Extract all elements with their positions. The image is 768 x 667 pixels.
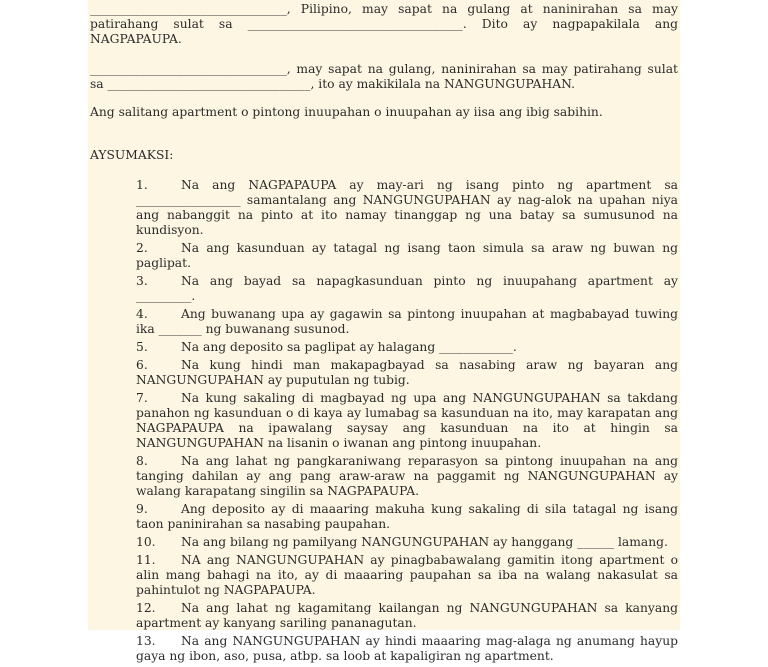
item-text: Na ang deposito sa paglipat ay halagang ____________. bbox=[181, 340, 517, 354]
item-number: 4. bbox=[136, 307, 148, 321]
item-number: 7. bbox=[136, 391, 148, 405]
list-item bbox=[136, 454, 678, 499]
item-text: Na ang NAGPAPAUPA ay may-ari ng isang pinto ng apartment sa _________________ samantalang ang NANGUNGUPAHAN ay nag-alok na upahan niya ang nabanggit na pinto at ito namay tinanggap ng una batay sa sumusunod na kundisyon. bbox=[136, 178, 678, 237]
item-text: Na ang NANGUNGUPAHAN ay hindi maaaring mag-alaga ng anumang hayup gaya ng ibon, aso, pusa, atbp. sa loob at kapaligiran ng apartment. bbox=[136, 634, 678, 663]
document-body bbox=[90, 2, 678, 667]
item-number: 3. bbox=[136, 274, 148, 288]
item-text: Na kung hindi man makapagbayad sa nasabing araw ng bayaran ang NANGUNGUPAHAN ay puputulan ng tubig. bbox=[136, 358, 678, 387]
list-item bbox=[136, 634, 678, 664]
list-item bbox=[136, 502, 678, 532]
terms-list bbox=[90, 178, 678, 664]
item-text: Na ang lahat ng kagamitang kailangan ng NANGUNGUPAHAN sa kanyang apartment ay kanyang sariling pananagutan. bbox=[136, 601, 678, 630]
list-item bbox=[136, 307, 678, 337]
item-number: 8. bbox=[136, 454, 148, 468]
item-number: 2. bbox=[136, 241, 148, 255]
section-heading: AYSUMAKSI: bbox=[90, 148, 174, 162]
list-item bbox=[136, 553, 678, 598]
item-text: Na ang bayad sa napagkasunduan pinto ng inuupahang apartment ay _________. bbox=[136, 274, 678, 303]
list-item bbox=[136, 178, 678, 238]
list-item bbox=[136, 391, 678, 451]
item-text: Na ang bilang ng pamilyang NANGUNGUPAHAN ay hanggang ______ lamang. bbox=[181, 535, 668, 549]
item-text: Na ang lahat ng pangkaraniwang reparasyon sa pintong inuupahan na ang tanging dahilan ay ang pang araw-araw na paggamit ng NANGUNGUPAHAN ay walang karapatang singilin sa NAGPAPAUPA. bbox=[136, 454, 678, 498]
list-item bbox=[136, 274, 678, 304]
item-number: 1. bbox=[136, 178, 148, 192]
item-number: 9. bbox=[136, 502, 148, 516]
list-item bbox=[136, 601, 678, 631]
definition-paragraph: Ang salitang apartment o pintong inuupahan o inuupahan ay iisa ang ibig sabihin. bbox=[90, 105, 603, 119]
item-text: Na kung sakaling di magbayad ng upa ang NANGUNGUPAHAN sa takdang panahon ng kasunduan o di kaya ay lumabag sa kasunduan na ito, may karapatan ang NAGPAPAUPA na ipawalang saysay ang kasunduan na ito at hingin sa NANGUNGUPAHAN na lisanin o iwanan ang pintong inuupahan. bbox=[136, 391, 678, 450]
item-text: NA ang NANGUNGUPAHAN ay pinagbabawalang gamitin itong apartment o alin mang bahagi na ito, ay di maaaring paupahan sa iba na walang nakasulat sa pahintulot ng NAGPAPAUPA. bbox=[136, 553, 678, 597]
list-item bbox=[136, 340, 678, 355]
list-item bbox=[136, 358, 678, 388]
item-number: 11. bbox=[136, 553, 156, 567]
item-number: 6. bbox=[136, 358, 148, 372]
list-item bbox=[136, 535, 678, 550]
list-item bbox=[136, 241, 678, 271]
item-number: 5. bbox=[136, 340, 148, 354]
item-number: 10. bbox=[136, 535, 156, 549]
lessor-paragraph: ________________________________, Pilipino, may sapat na gulang at naninirahan sa may patirahang sulat sa ___________________________________. Dito ay nagpapakilala ang NAGPAPAUPA. bbox=[90, 2, 678, 46]
lessee-paragraph: ________________________________, may sapat na gulang, naninirahan sa may patirahang sulat sa _________________________________, ito ay makikilala na NANGUNGUPAHAN. bbox=[90, 62, 678, 91]
item-number: 12. bbox=[136, 601, 156, 615]
item-number: 13. bbox=[136, 634, 156, 648]
document-page bbox=[88, 0, 680, 663]
item-text: Ang deposito ay di maaaring makuha kung sakaling di sila tatagal ng isang taon paninirahan sa nasabing paupahan. bbox=[136, 502, 678, 531]
item-text: Na ang kasunduan ay tatagal ng isang taon simula sa araw ng buwan ng paglipat. bbox=[136, 241, 678, 270]
item-text: Ang buwanang upa ay gagawin sa pintong inuupahan at magbabayad tuwing ika _______ ng buwanang susunod. bbox=[136, 307, 678, 336]
